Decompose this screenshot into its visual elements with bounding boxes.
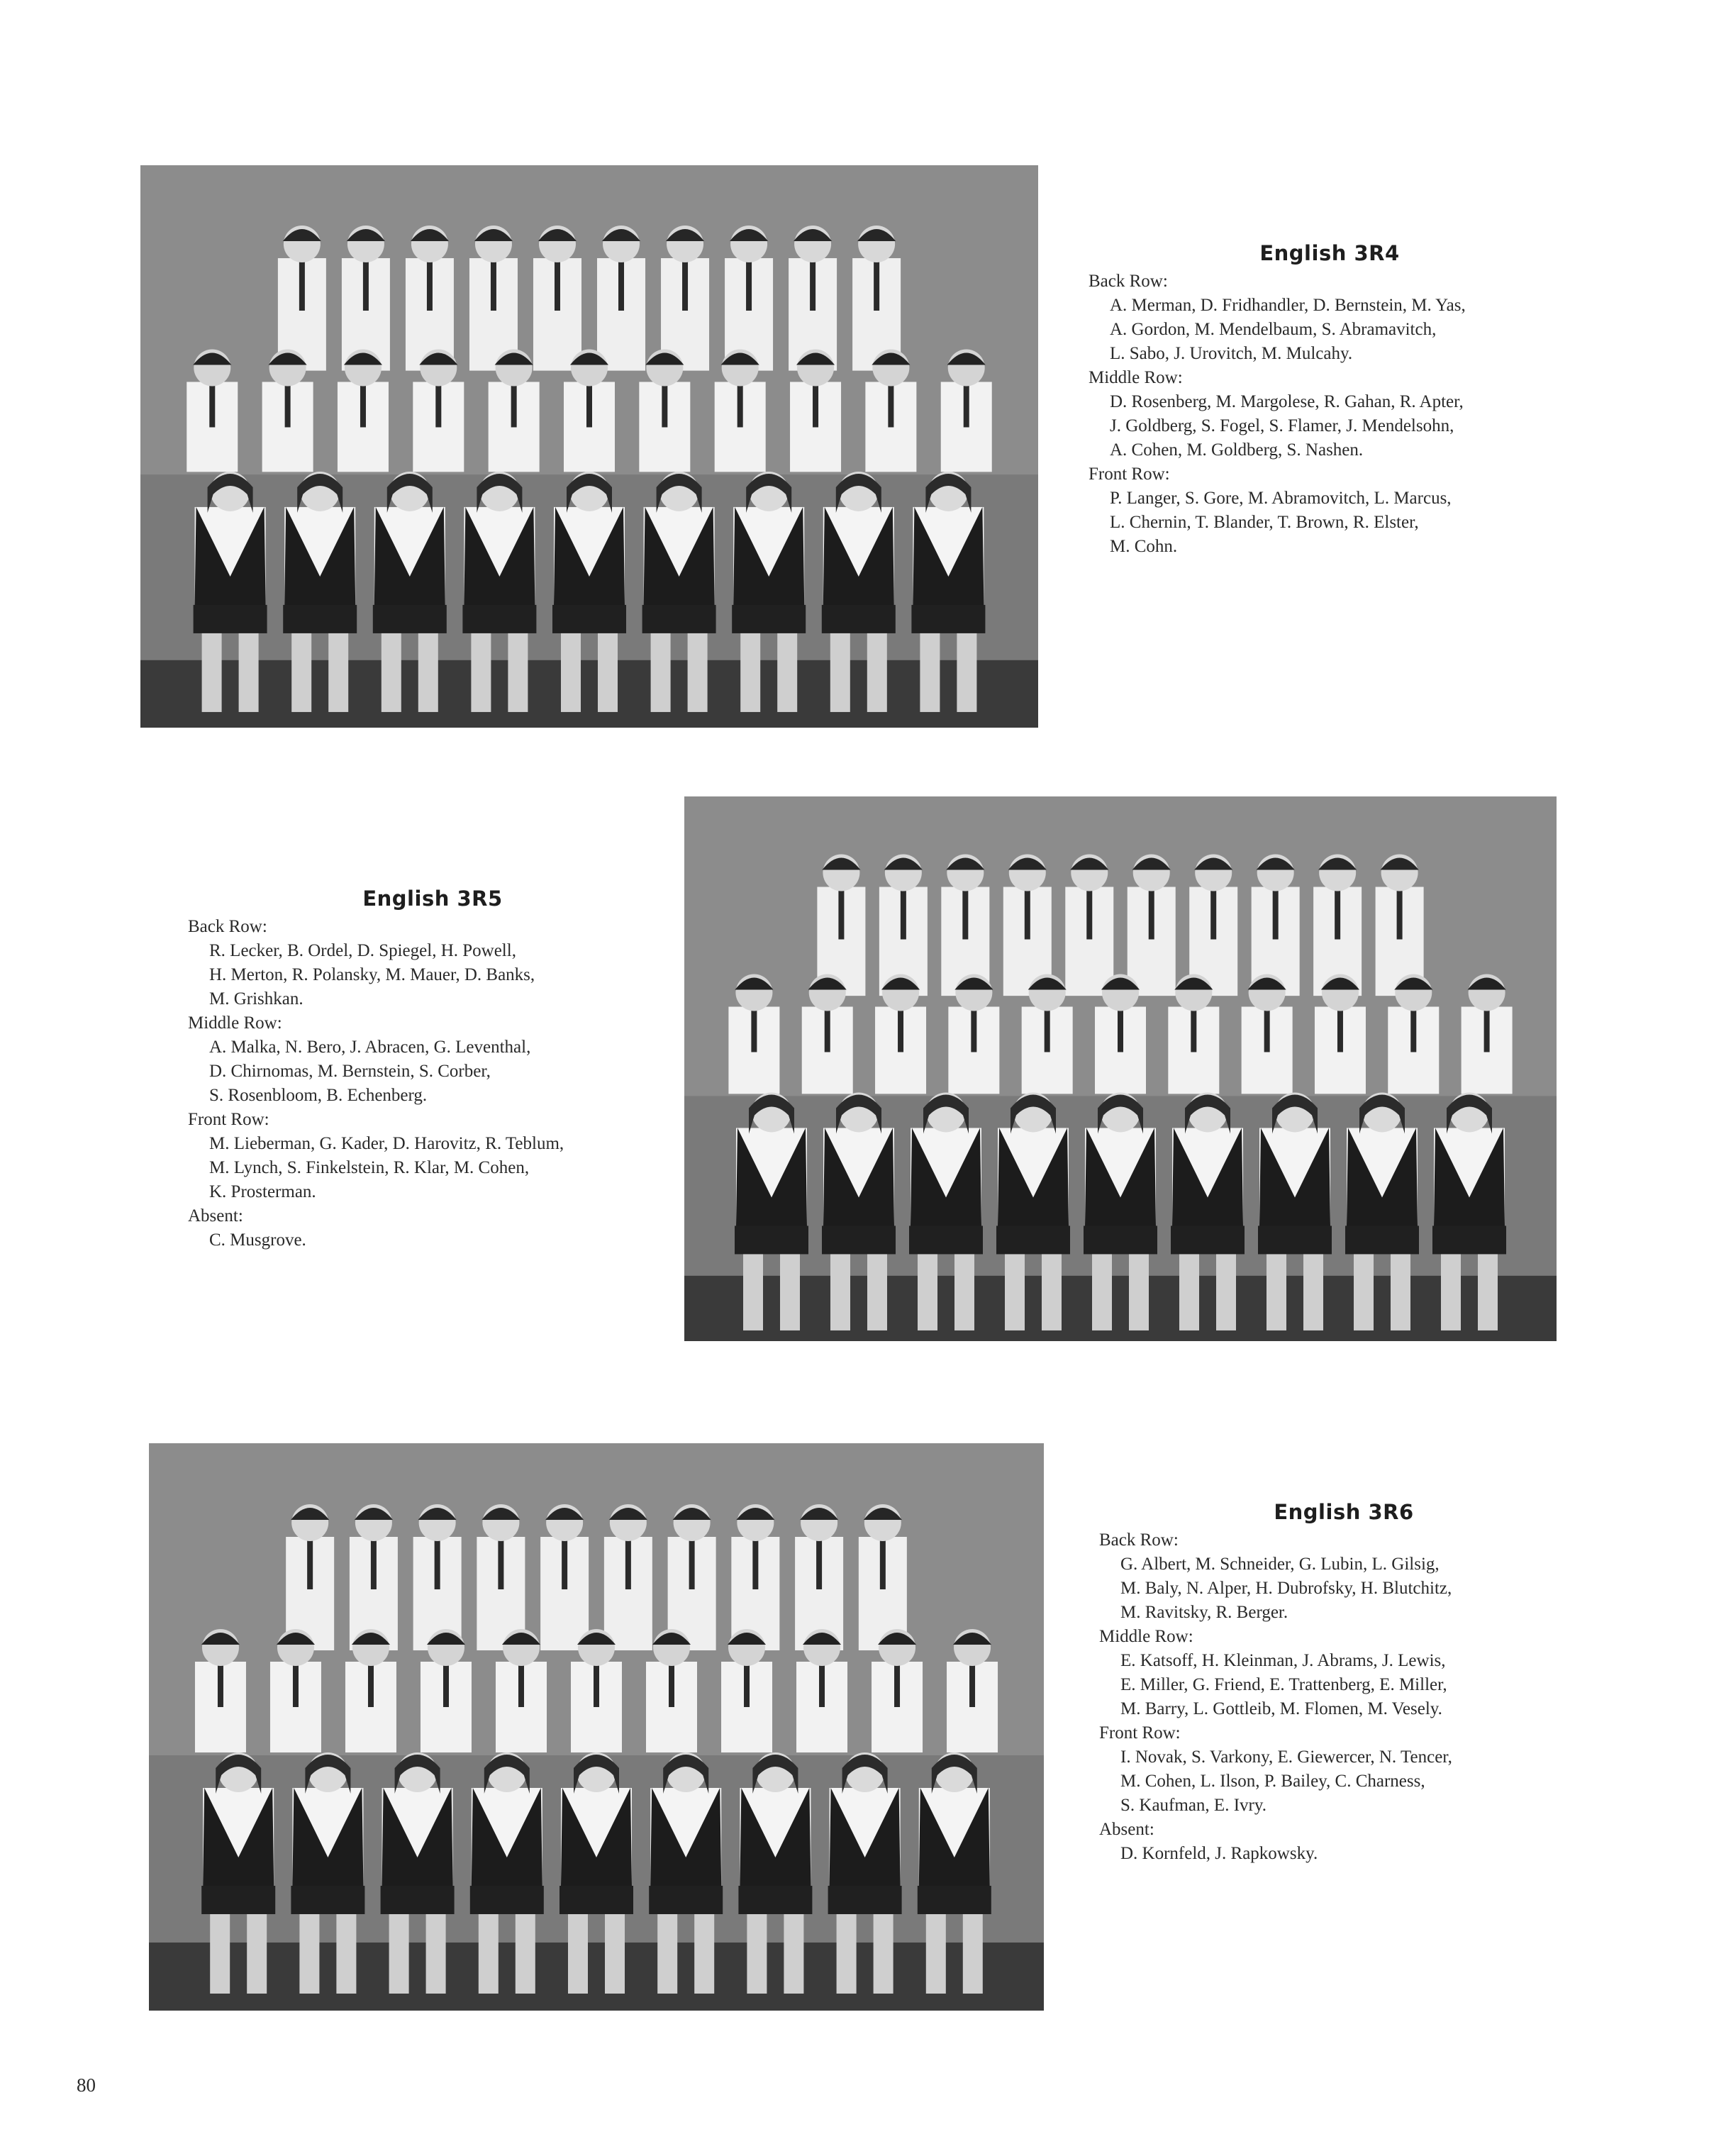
- names-line: C. Musgrove.: [209, 1230, 306, 1250]
- names-line: S. Kaufman, E. Ivry.: [1120, 1796, 1267, 1815]
- names-line: A. Cohen, M. Goldberg, S. Nashen.: [1110, 440, 1364, 460]
- names-line: A. Malka, N. Bero, J. Abracen, G. Leventhal,: [209, 1038, 531, 1057]
- caption-3r5: [188, 887, 677, 1252]
- back-row-label: Back Row:: [188, 917, 267, 936]
- middle-row-label: Middle Row:: [1099, 1627, 1193, 1646]
- names-line: A. Gordon, M. Mendelbaum, S. Abramavitch,: [1110, 320, 1437, 339]
- back-row-label: Back Row:: [1089, 272, 1168, 291]
- names-line: E. Miller, G. Friend, E. Trattenberg, E. Miller,: [1120, 1675, 1447, 1694]
- front-row-label: Front Row:: [1099, 1723, 1181, 1743]
- names-line: L. Chernin, T. Blander, T. Brown, R. Elster,: [1110, 513, 1419, 532]
- photo-illustration: [140, 165, 1038, 728]
- names-line: G. Albert, M. Schneider, G. Lubin, L. Gilsig,: [1120, 1555, 1440, 1574]
- names-line: M. Lieberman, G. Kader, D. Harovitz, R. Teblum,: [209, 1134, 564, 1153]
- names-line: J. Goldberg, S. Fogel, S. Flamer, J. Mendelsohn,: [1110, 416, 1454, 435]
- names-line: M. Ravitsky, R. Berger.: [1120, 1603, 1288, 1622]
- section-title: English 3R4: [1259, 241, 1400, 265]
- names-line: D. Kornfeld, J. Rapkowsky.: [1120, 1844, 1318, 1863]
- photo-illustration: [684, 796, 1557, 1341]
- front-row-label: Front Row:: [188, 1110, 269, 1129]
- absent-label: Absent:: [1099, 1820, 1154, 1839]
- names-line: M. Barry, L. Gottleib, M. Flomen, M. Vesely.: [1120, 1699, 1442, 1718]
- middle-row-label: Middle Row:: [188, 1013, 282, 1033]
- back-row-label: Back Row:: [1099, 1530, 1179, 1550]
- names-line: I. Novak, S. Varkony, E. Giewercer, N. Tencer,: [1120, 1747, 1452, 1767]
- caption-3r4: [1089, 241, 1571, 559]
- names-line: M. Cohen, L. Ilson, P. Bailey, C. Charness,: [1120, 1772, 1425, 1791]
- names-line: D. Rosenberg, M. Margolese, R. Gahan, R. Apter,: [1110, 392, 1464, 411]
- names-line: R. Lecker, B. Ordel, D. Spiegel, H. Powell,: [209, 941, 516, 960]
- class-photo-3r4: [140, 165, 1038, 728]
- front-row-label: Front Row:: [1089, 465, 1170, 484]
- section-title: English 3R5: [362, 887, 503, 911]
- names-line: H. Merton, R. Polansky, M. Mauer, D. Banks,: [209, 965, 535, 984]
- names-line: K. Prosterman.: [209, 1182, 316, 1201]
- names-line: E. Katsoff, H. Kleinman, J. Abrams, J. Lewis,: [1120, 1651, 1446, 1670]
- names-line: A. Merman, D. Fridhandler, D. Bernstein, M. Yas,: [1110, 296, 1466, 315]
- names-line: M. Grishkan.: [209, 989, 304, 1008]
- class-photo-3r5: [684, 796, 1557, 1341]
- section-title: English 3R6: [1274, 1500, 1414, 1524]
- caption-3r6: [1099, 1500, 1588, 1866]
- absent-label: Absent:: [188, 1206, 243, 1226]
- names-line: L. Sabo, J. Urovitch, M. Mulcahy.: [1110, 344, 1353, 363]
- middle-row-label: Middle Row:: [1089, 368, 1183, 387]
- page-number: 80: [77, 2074, 96, 2096]
- names-line: P. Langer, S. Gore, M. Abramovitch, L. Marcus,: [1110, 489, 1452, 508]
- names-line: D. Chirnomas, M. Bernstein, S. Corber,: [209, 1062, 491, 1081]
- names-line: M. Cohn.: [1110, 537, 1178, 556]
- names-line: S. Rosenbloom, B. Echenberg.: [209, 1086, 428, 1105]
- names-line: M. Lynch, S. Finkelstein, R. Klar, M. Cohen,: [209, 1158, 530, 1177]
- class-photo-3r6: [149, 1443, 1044, 2011]
- photo-illustration: [149, 1443, 1044, 2011]
- names-line: M. Baly, N. Alper, H. Dubrofsky, H. Blutchitz,: [1120, 1579, 1452, 1598]
